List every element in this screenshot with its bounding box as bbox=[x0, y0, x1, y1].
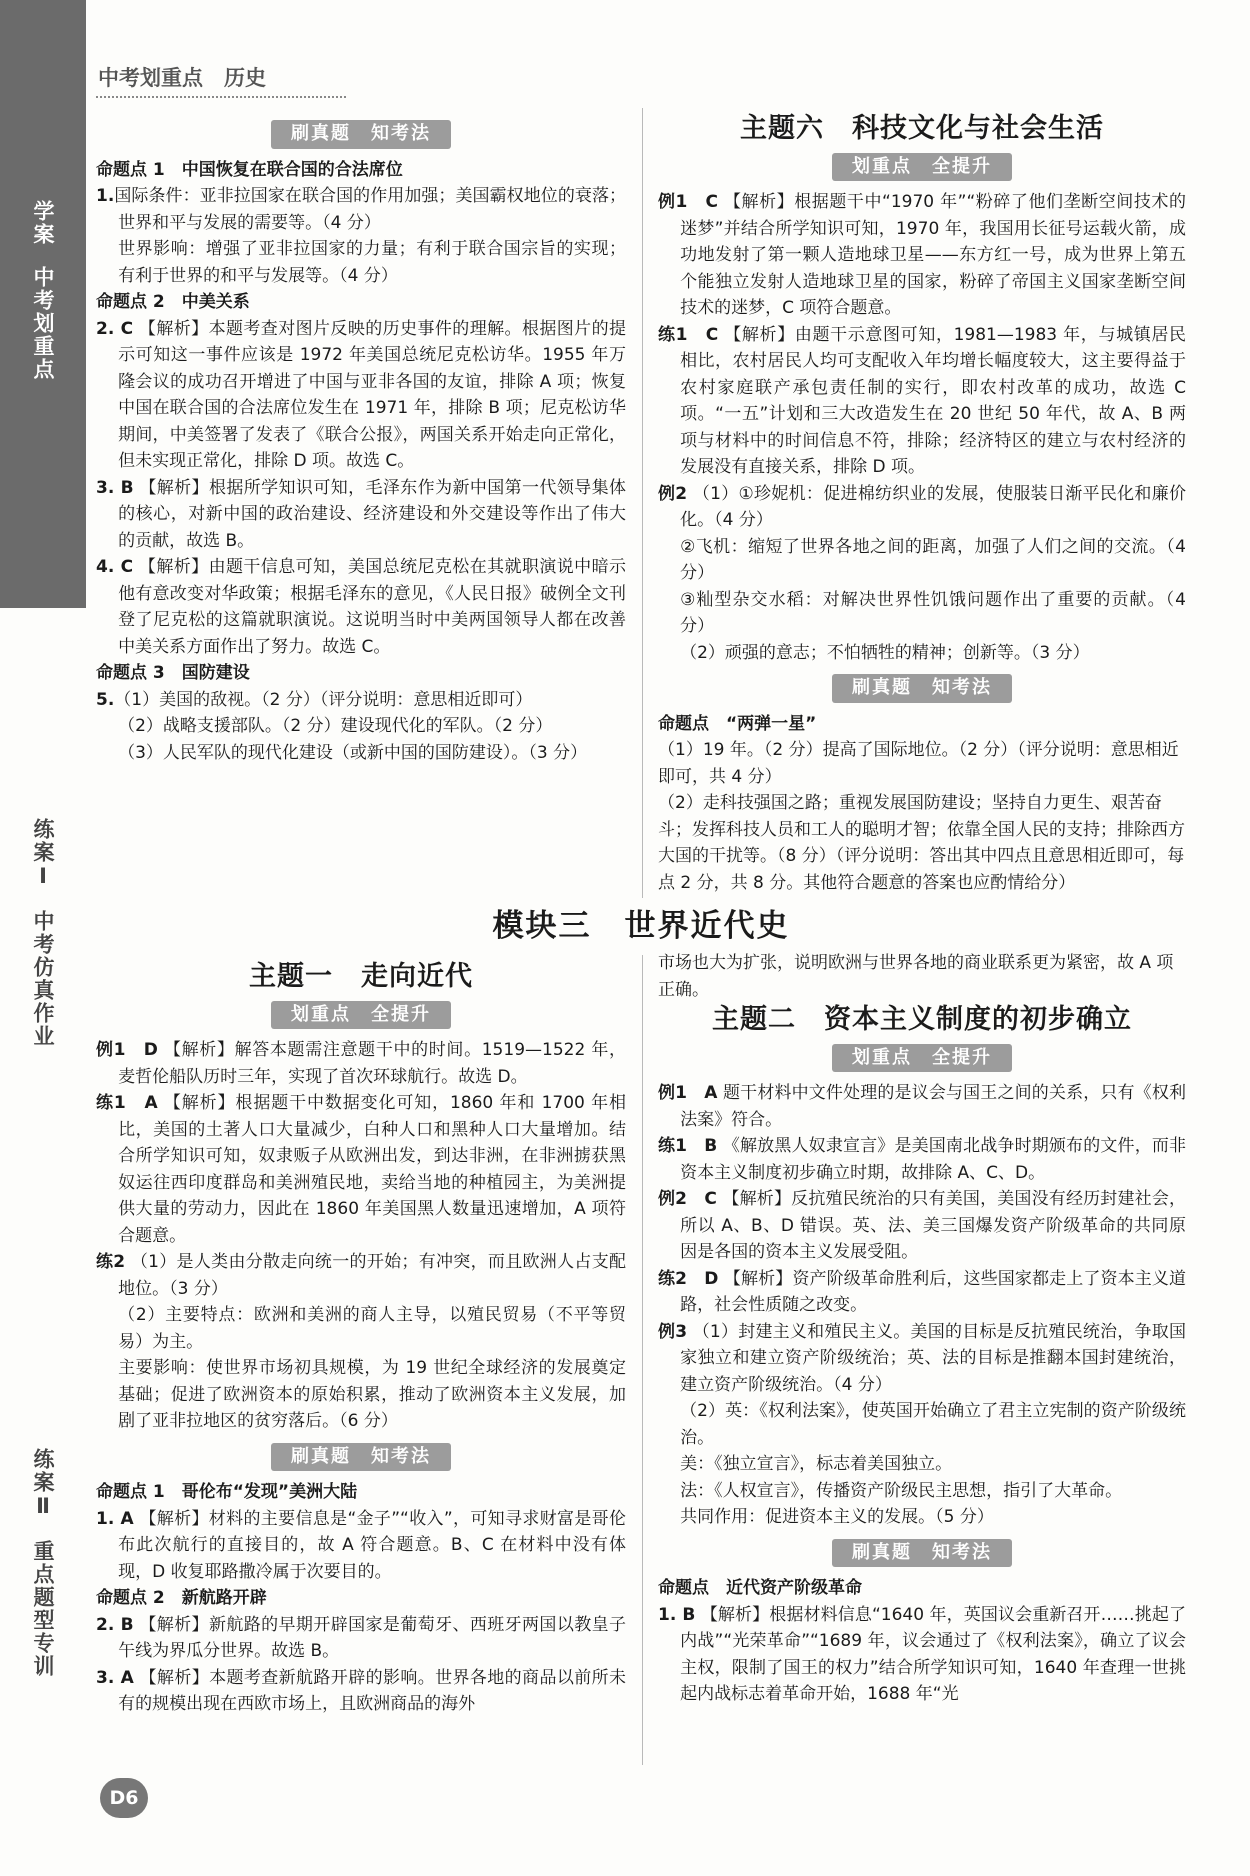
knowledge-point: 命题点 2 中美关系 bbox=[96, 292, 250, 312]
banner-plan: 划重点 全提升 bbox=[96, 1001, 626, 1030]
answer-sub: （2）主要特点：欧洲和美洲的商人主导，以殖民贸易（不平等贸易）为主。 bbox=[118, 1305, 626, 1352]
answer-item: 练2 D 【解析】资产阶级革命胜利后，这些国家都走上了资本主义道路，社会性质随之改变。 bbox=[658, 1268, 1186, 1315]
answer-item: 例1 C 【解析】根据题干中“1970 年”“粉碎了他们垄断空间技术的迷梦”并结合所学知识可知，1970 年，我国用长征号运载火箭，成功地发射了第一颗人造地球卫星——东方红一号，成为世界上第五个能独立发射人造地球卫星的国家，粉碎了帝国主义国家垄断空间技术的迷梦，C 项符合题意。 bbox=[658, 192, 1186, 318]
answer-item: 练1 B 《解放黑人奴隶宣言》是美国南北战争时期颁布的文件，而非资本主义制度初步确立时期，故排除 A、C、D。 bbox=[658, 1136, 1187, 1183]
topic-title: 主题一 走向近代 bbox=[249, 961, 473, 992]
running-header: 中考划重点 历史 bbox=[98, 66, 266, 90]
answer-sub: （2）战略支援部队。（2 分）建设现代化的军队。（2 分） bbox=[118, 716, 553, 736]
banner-brush: 刷真题 知考法 bbox=[96, 1443, 626, 1472]
answer-text: （2）走科技强国之路；重视发展国防建设；坚持自力更生、艰苦奋斗；发挥科技人员和工人的聪明才智；依靠全国人民的支持；排除西方大国的干扰等。（8 分）（评分说明：答出其中四点且意思相近即可，每点 2 分，共 8 分。其他符合题意的答案也应酌情给分） bbox=[658, 793, 1185, 893]
answer-item: 练2 （1）是人类由分散走向统一的开始；有冲突，而且欧洲人占支配地位。（3 分） bbox=[96, 1252, 626, 1299]
knowledge-point: 命题点 近代资产阶级革命 bbox=[658, 1578, 862, 1598]
answer-sub: （2）顽强的意志；不怕牺牲的精神；创新等。（3 分） bbox=[680, 642, 1090, 663]
answer-item: 2. C 【解析】本题考查对图片反映的历史事件的理解。根据图片的提示可知这一事件应该是 1972 年美国总统尼克松访华。1955 年万隆会议的成功召开增进了中国与亚非各国的友谊，排除 A 项；恢复中国在联合国的合法席位发生在 1971 年，排除 B 项；尼克松访华期间，中美签署了发表了《联合公报》，两国关系开始走向正常化，但未实现正常化，排除 D 项。故选 C。 bbox=[96, 318, 627, 471]
knowledge-point: 命题点 3 国防建设 bbox=[96, 663, 250, 683]
answer-item: 例1 A 题干材料中文件处理的是议会与国王之间的关系，只有《权利法案》符合。 bbox=[658, 1083, 1186, 1130]
answer-item: 练1 C 【解析】由题干示意图可知，1981—1983 年，与城镇居民相比，农村居民人均可支配收入年均增长幅度较大，这主要得益于农村家庭联产承包责任制的实行，即农村改革的成功，故选 C 项。“一五”计划和三大改造发生在 20 世纪 50 年代，故 A、B 两项与材料中的时间信息不符，排除；经济特区的建立与农村经济的发展没有直接关系，排除 D 项。 bbox=[658, 324, 1186, 477]
answer-item: 练1 A 【解析】根据题干中数据变化可知，1860 年和 1700 年相比，美国的土著人口大量减少，白种人口和黑种人口大量增加。结合所学知识可知，奴隶贩子从欧洲出发，到达非洲，在非洲掳获黑奴运往西印度群岛和美洲殖民地，卖给当地的种植园主，为美洲提供大量的劳动力，因此在 1860 年美国黑人数量迅速增加，A 项符合题意。 bbox=[96, 1093, 626, 1246]
answer-item: 例2 （1）①珍妮机：促进棉纺织业的发展，使服装日渐平民化和廉价化。（4 分） bbox=[658, 483, 1186, 530]
answer-item: 5.（1）美国的敌视。（2 分）（评分说明：意思相近即可） bbox=[96, 689, 533, 710]
page-number: D6 bbox=[100, 1778, 148, 1818]
answer-item: 2. B 【解析】新航路的早期开辟国家是葡萄牙、西班牙两国以教皇子午线为界瓜分世界。故选 B。 bbox=[96, 1614, 627, 1661]
answer-sub: ②飞机：缩短了世界各地之间的距离，加强了人们之间的交流。（4 分） bbox=[680, 536, 1186, 583]
knowledge-point: 命题点 “两弹一星” bbox=[658, 713, 817, 734]
banner-brush: 刷真题 知考法 bbox=[96, 120, 626, 149]
module-title: 模块三 世界近代史 bbox=[492, 908, 790, 944]
answer-item: 3. B 【解析】根据所学知识可知，毛泽东作为新中国第一代领导集体的核心，对新中国的政治建设、经济建设和外交建设等作出了伟大的贡献，故选 B。 bbox=[96, 477, 627, 551]
column-divider bbox=[642, 108, 643, 898]
answer-sub: 美：《独立宣言》，标志着美国独立。 bbox=[680, 1454, 953, 1474]
answer-item: 4. C 【解析】由题干信息可知，美国总统尼克松在其就职演说中暗示他有意改变对华政策；根据毛泽东的意见，《人民日报》破例全文刊登了尼克松的这篇就职演说。这说明当时中美两国领导人都在改善中美关系方面作出了努力。故选 C。 bbox=[96, 557, 627, 657]
column-4 bbox=[658, 950, 1186, 1708]
topic-title: 主题二 资本主义制度的初步确立 bbox=[712, 1004, 1132, 1035]
answer-sub: （3）人民军队的现代化建设（或新中国的国防建设）。（3 分） bbox=[118, 742, 588, 763]
answer-text: （1）19 年。（2 分）提高了国际地位。（2 分）（评分说明：意思相近即可，共 4 分） bbox=[658, 740, 1179, 787]
answer-sub: 主要影响：使世界市场初具规模，为 19 世纪全球经济的发展奠定基础；促进了欧洲资本的原始积累，推动了欧洲资本主义发展，加剧了亚非拉地区的贫穷落后。（6 分） bbox=[118, 1358, 626, 1431]
banner-brush: 刷真题 知考法 bbox=[658, 1539, 1186, 1568]
column-1 bbox=[96, 112, 626, 766]
answer-sub: 世界影响：增强了亚非拉国家的力量；有利于联合国宗旨的实现；有利于世界的和平与发展等。（4 分） bbox=[118, 239, 626, 286]
knowledge-point: 命题点 1 哥伦布“发现”美洲大陆 bbox=[96, 1482, 358, 1502]
banner-brush: 刷真题 知考法 bbox=[658, 674, 1186, 703]
banner-plan: 划重点 全提升 bbox=[658, 1044, 1186, 1073]
knowledge-point: 命题点 1 中国恢复在联合国的合法席位 bbox=[96, 159, 403, 180]
answer-item: 例1 D 【解析】解答本题需注意题干中的时间。1519—1522 年，麦哲伦船队历时三年，实现了首次环球航行。故选 D。 bbox=[96, 1040, 626, 1087]
topic-title: 主题六 科技文化与社会生活 bbox=[740, 113, 1104, 144]
answer-sub: 法：《人权宣言》，传播资产阶级民主思想，指引了大革命。 bbox=[680, 1480, 1123, 1501]
side-tab-practice-1: 练案Ⅰ 中考仿真作业 bbox=[31, 818, 55, 1048]
knowledge-point: 命题点 2 新航路开辟 bbox=[96, 1588, 267, 1608]
answer-item: 1. B 【解析】根据材料信息“1640 年，英国议会重新召开……挑起了内战”“光荣革命”“1689 年，议会通过了《权利法案》，确立了议会主权，限制了国王的权力”结合所学知识可知，1640 年查理一世挑起内战标志着革命开始，1688 年“光 bbox=[658, 1604, 1186, 1704]
answer-item: 1. A 【解析】材料的主要信息是“金子”“收入”，可知寻求财富是哥伦布此次航行的直接目的，故 A 符合题意。B、C 在材料中没有体现，D 收复耶路撒冷属于次要目的。 bbox=[96, 1508, 626, 1582]
side-tab-practice-2: 练案Ⅱ 重点题型专训 bbox=[31, 1448, 55, 1678]
answer-item: 例2 C 【解析】反抗殖民统治的只有美国，美国没有经历封建社会，所以 A、B、D 错误。英、法、美三国爆发资产阶级革命的共同原因是各国的资本主义发展受阻。 bbox=[658, 1189, 1187, 1262]
side-tab-study: 学案 中考划重点 bbox=[0, 0, 86, 608]
column-divider bbox=[642, 955, 643, 1765]
answer-text: 市场也大为扩张，说明欧洲与世界各地的商业联系更为紧密，故 A 项正确。 bbox=[658, 953, 1174, 1000]
answer-sub: ③籼型杂交水稻：对解决世界性饥饿问题作出了重要的贡献。（4 分） bbox=[680, 589, 1186, 636]
column-3 bbox=[96, 960, 626, 1718]
header-rule bbox=[96, 96, 346, 98]
answer-sub: 共同作用：促进资本主义的发展。（5 分） bbox=[680, 1507, 994, 1527]
answer-item: 1.国际条件：亚非拉国家在联合国的作用加强；美国霸权地位的衰落；世界和平与发展的需要等。（4 分） bbox=[96, 186, 626, 233]
banner-plan: 划重点 全提升 bbox=[658, 153, 1186, 182]
column-2 bbox=[658, 112, 1186, 896]
answer-item: 例3 （1）封建主义和殖民主义。美国的目标是反抗殖民统治，争取国家独立和建立资产阶级统治；英、法的目标是推翻本国封建统治，建立资产阶级统治。（4 分） bbox=[658, 1321, 1186, 1395]
answer-item: 3. A 【解析】本题考查新航路开辟的影响。世界各地的商品以前所未有的规模出现在西欧市场上，且欧洲商品的海外 bbox=[96, 1667, 626, 1714]
answer-sub: （2）英：《权利法案》，使英国开始确立了君主立宪制的资产阶级统治。 bbox=[680, 1401, 1186, 1448]
